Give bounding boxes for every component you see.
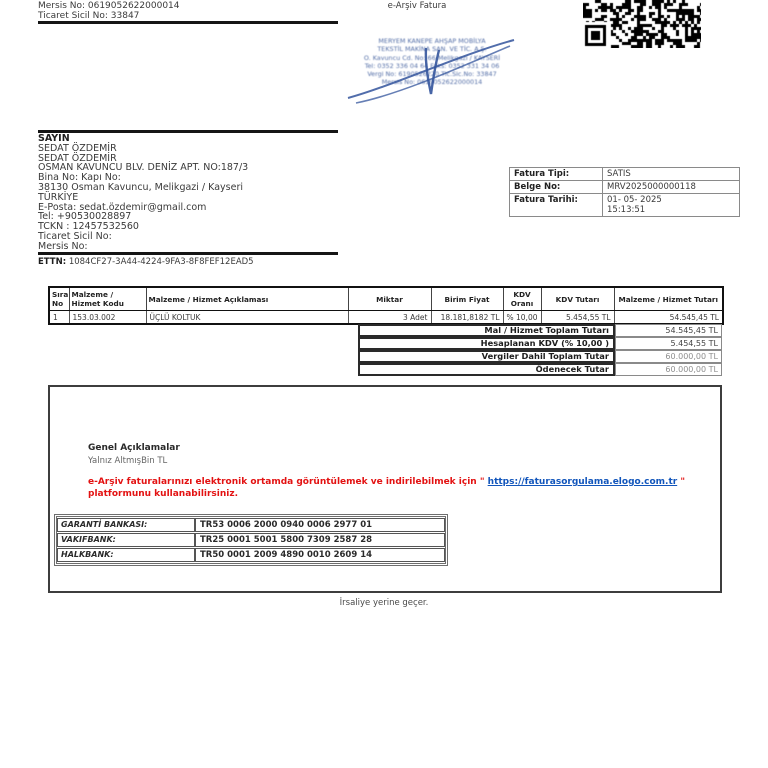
total-incl-tax-value: 60.000,00 TL: [615, 350, 722, 363]
qr-code-image: [583, 0, 701, 48]
item-miktar: 3 Adet: [348, 311, 431, 325]
total-row-payable: [358, 363, 722, 376]
bank-name-halkbank: HALKBANK:: [57, 548, 195, 562]
bank-row-vakifbank: [57, 533, 445, 547]
invoice-type-value: SATIS: [603, 168, 740, 181]
note-text-before-link: e-Arşiv faturalarınızı elektronik ortamda görüntülemek ve indirilebilmek için ": [88, 477, 488, 487]
invoice-info-table: [509, 167, 740, 217]
bank-iban-garanti: TR53 0006 2000 0940 0006 2977 01: [195, 518, 445, 532]
col-header-miktar: Miktar: [348, 287, 431, 311]
total-incl-tax-label: Vergiler Dahil Toplam Tutar: [358, 350, 615, 363]
invoice-type-row: [510, 168, 740, 181]
general-notes-title: Genel Açıklamalar: [88, 443, 180, 453]
bank-accounts-table: [54, 514, 448, 566]
invoice-date-value: [603, 194, 740, 217]
line-items-table: [48, 286, 724, 325]
item-sira-no: 1: [49, 311, 69, 325]
recipient-country: TÜRKİYE: [38, 191, 79, 203]
recipient-trade-registry: Ticaret Sicil No:: [38, 230, 112, 242]
earsiv-instruction-note: [88, 477, 706, 500]
col-header-kdv-tutari: KDV Tutarı: [541, 287, 614, 311]
stamp-line: Vergi No: 6190526220 Tic.Sic.No: 33847: [367, 70, 497, 79]
ettn-value: 1084CF27-3A44-4224-9FA3-8F8FEF12EAD5: [68, 257, 254, 267]
seller-registry-block: [38, 2, 180, 21]
total-payable-label: Ödenecek Tutar: [358, 363, 615, 376]
bank-name-vakifbank: VAKIFBANK:: [57, 533, 195, 547]
recipient-building-no: Bina No: Kapı No:: [38, 172, 121, 184]
item-tutar: 54.545,45 TL: [614, 311, 723, 325]
divider-recipient-top: [38, 130, 338, 133]
bank-row-garanti: [57, 518, 445, 532]
item-aciklama: ÜÇLÜ KOLTUK: [146, 311, 348, 325]
seller-mersis-no: Mersis No: 0619052622000014: [38, 1, 180, 11]
total-row-vat: [358, 337, 722, 350]
recipient-address: OSMAN KAVUNCU BLV. DENİZ APT. NO:187/3: [38, 162, 249, 174]
bank-iban-halkbank: TR50 0001 2009 4890 0010 2609 14: [195, 548, 445, 562]
signature-scribble: [340, 34, 524, 110]
bank-iban-vakifbank: TR25 0001 5001 5800 7309 2587 28: [195, 533, 445, 547]
dispatch-note: İrsaliye yerine geçer.: [339, 598, 429, 608]
total-row-incl-tax: [358, 350, 722, 363]
recipient-city: 38130 Osman Kavuncu, Melikgazi / Kayseri: [38, 181, 244, 193]
col-header-tutar: Malzeme / Hizmet Tutarı: [614, 287, 723, 311]
recipient-block: [38, 134, 248, 252]
ettn-line: [38, 257, 254, 267]
amount-in-words: Yalnız AltmışBin TL: [88, 456, 168, 466]
total-goods-label: Mal / Hizmet Toplam Tutarı: [358, 324, 615, 337]
col-header-kdv-orani: KDV Oranı: [503, 287, 541, 311]
recipient-email: E-Posta: sedat.özdemir@gmail.com: [38, 201, 207, 213]
note-text-after-link: " platformunu kullanabilirsiniz.: [88, 477, 686, 499]
recipient-name-2: SEDAT ÖZDEMİR: [38, 152, 117, 164]
general-notes-box: [48, 385, 722, 593]
document-title: e-Arşiv Fatura: [387, 1, 447, 11]
total-vat-value: 5.454,55 TL: [615, 337, 722, 350]
invoice-type-label: Fatura Tipi:: [510, 168, 603, 181]
total-payable-value: 60.000,00 TL: [615, 363, 722, 376]
divider-top: [38, 21, 338, 24]
item-kod: 153.03.002: [69, 311, 146, 325]
recipient-salutation: SAYIN: [38, 133, 70, 144]
item-row: [49, 311, 723, 325]
seller-trade-registry-no: Ticaret Sicil No: 33847: [38, 10, 140, 21]
bank-name-garanti: GARANTİ BANKASI:: [57, 518, 195, 532]
ettn-label: ETTN:: [38, 257, 67, 267]
qr-code: [583, 0, 701, 48]
stamp-line: O. Kavuncu Cd. No: 66 Melikgazi / KAYSERİ: [363, 53, 501, 62]
document-no-label: Belge No:: [510, 181, 603, 194]
document-no-row: [510, 181, 740, 194]
recipient-mersis: Mersis No:: [38, 240, 88, 252]
item-birim-fiyat: 18.181,8182 TL: [431, 311, 503, 325]
total-goods-value: 54.545,45 TL: [615, 324, 722, 337]
stamp-line: MERYEM KANEPE AHŞAP MOBİLYA: [378, 37, 486, 45]
recipient-phone: Tel: +90530028897: [38, 211, 132, 223]
invoice-date-label: Fatura Tarihi:: [510, 194, 603, 217]
recipient-name: SEDAT ÖZDEMİR: [38, 142, 117, 154]
totals-block: [358, 324, 722, 376]
stamp-line: Mersis No: 0619052622000014: [381, 78, 483, 87]
col-header-sira-no: Sıra No: [49, 287, 69, 311]
item-kdv-tutari: 5.454,55 TL: [541, 311, 614, 325]
col-header-kod: Malzeme / Hizmet Kodu: [69, 287, 146, 311]
stamp-line: TEKSTİL MAKİNA SAN. VE TİC. A.Ş.: [377, 45, 487, 54]
document-no-value: MRV2025000000118: [603, 181, 740, 194]
item-kdv-orani: % 10,00: [503, 311, 541, 325]
col-header-aciklama: Malzeme / Hizmet Açıklaması: [146, 287, 348, 311]
stamp-line: Tel: 0352 336 04 64 Faks: 0352 331 34 06: [364, 61, 500, 70]
col-header-birim-fiyat: Birim Fiyat: [431, 287, 503, 311]
fatura-sorgulama-link[interactable]: https://faturasorgulama.elogo.com.tr: [487, 477, 678, 487]
total-vat-label: Hesaplanan KDV (% 10,00 ): [358, 337, 615, 350]
total-row-goods: [358, 324, 722, 337]
bank-row-halkbank: [57, 548, 445, 562]
divider-recipient-bottom: [38, 252, 338, 255]
invoice-date-row: [510, 194, 740, 217]
invoice-date: 01- 05- 2025: [607, 195, 662, 205]
recipient-tckn: TCKN : 12457532560: [38, 221, 139, 233]
items-header-row: [49, 287, 723, 311]
invoice-time: 15:13:51: [607, 205, 646, 215]
